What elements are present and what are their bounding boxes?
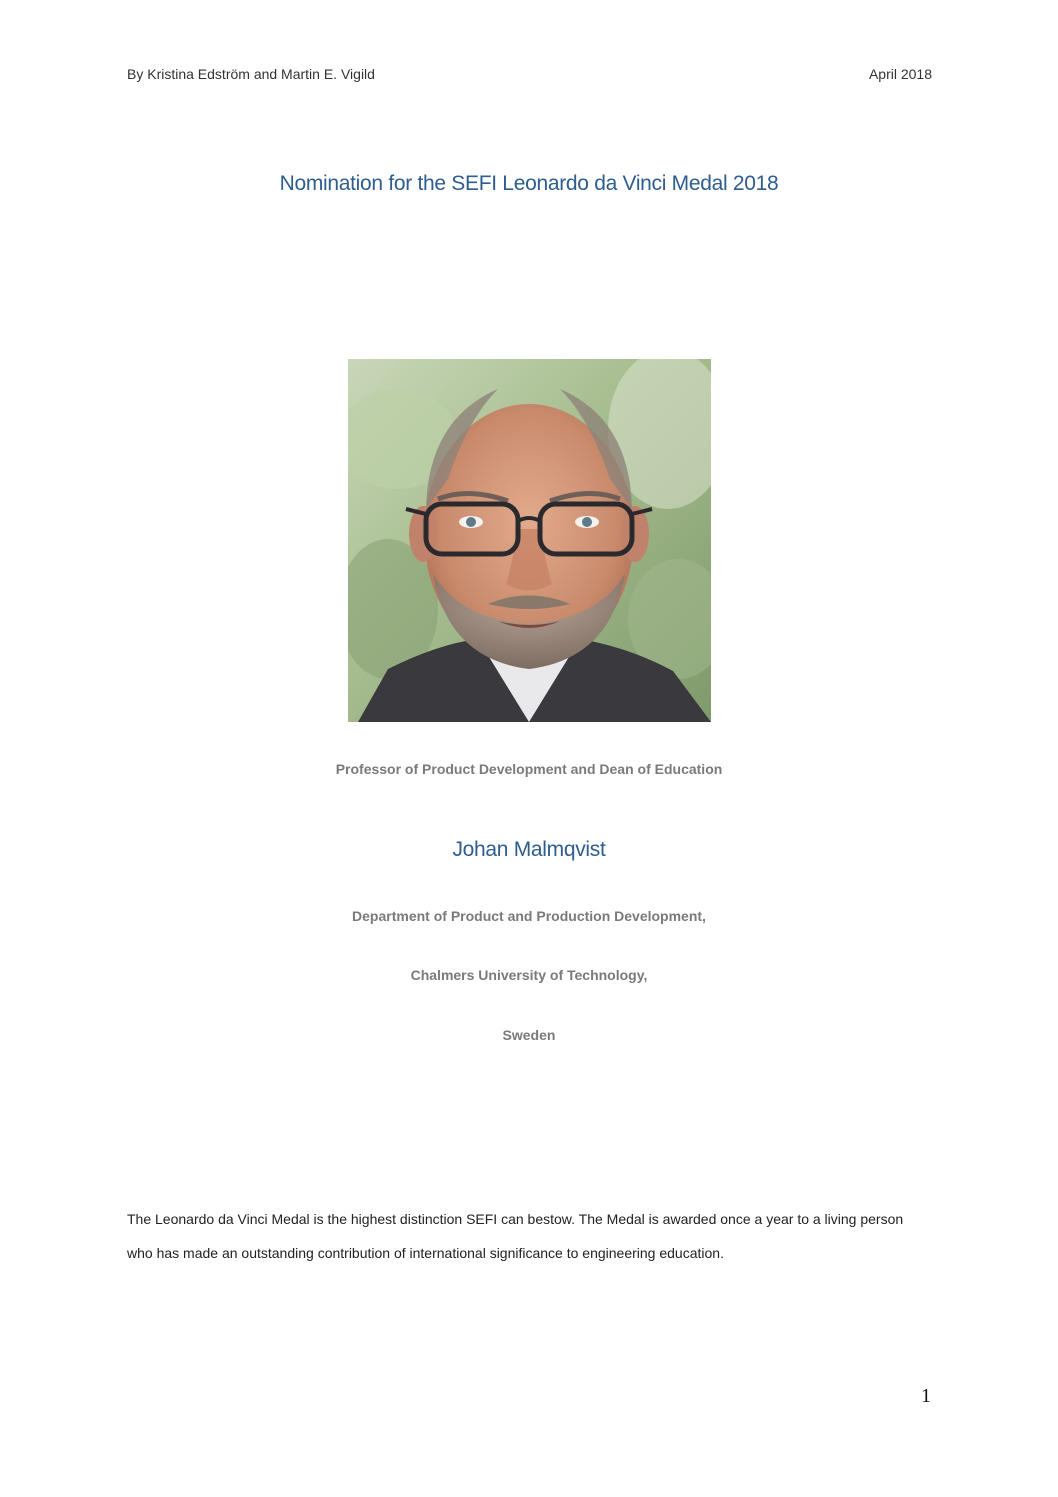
header-date: April 2018 <box>868 66 932 82</box>
nominee-position: Professor of Product Development and Dean of Education <box>335 761 723 777</box>
document-title: Nomination for the SEFI Leonardo da Vinci Medal 2018 <box>279 172 779 195</box>
nominee-university: Chalmers University of Technology, <box>410 967 648 983</box>
intro-paragraph: The Leonardo da Vinci Medal is the highest distinction SEFI can bestow. The Medal is awarded once a year to a living person who has made an outstanding contribution of international significance to engineering education. <box>127 1211 904 1261</box>
portrait-photo <box>348 359 711 722</box>
page-number: 1 <box>921 1385 931 1407</box>
nominee-department: Department of Product and Production Development, <box>352 908 706 924</box>
header-authors: By Kristina Edström and Martin E. Vigild <box>127 66 375 82</box>
nominee-country: Sweden <box>502 1027 556 1043</box>
nominee-name: Johan Malmqvist <box>452 838 606 861</box>
